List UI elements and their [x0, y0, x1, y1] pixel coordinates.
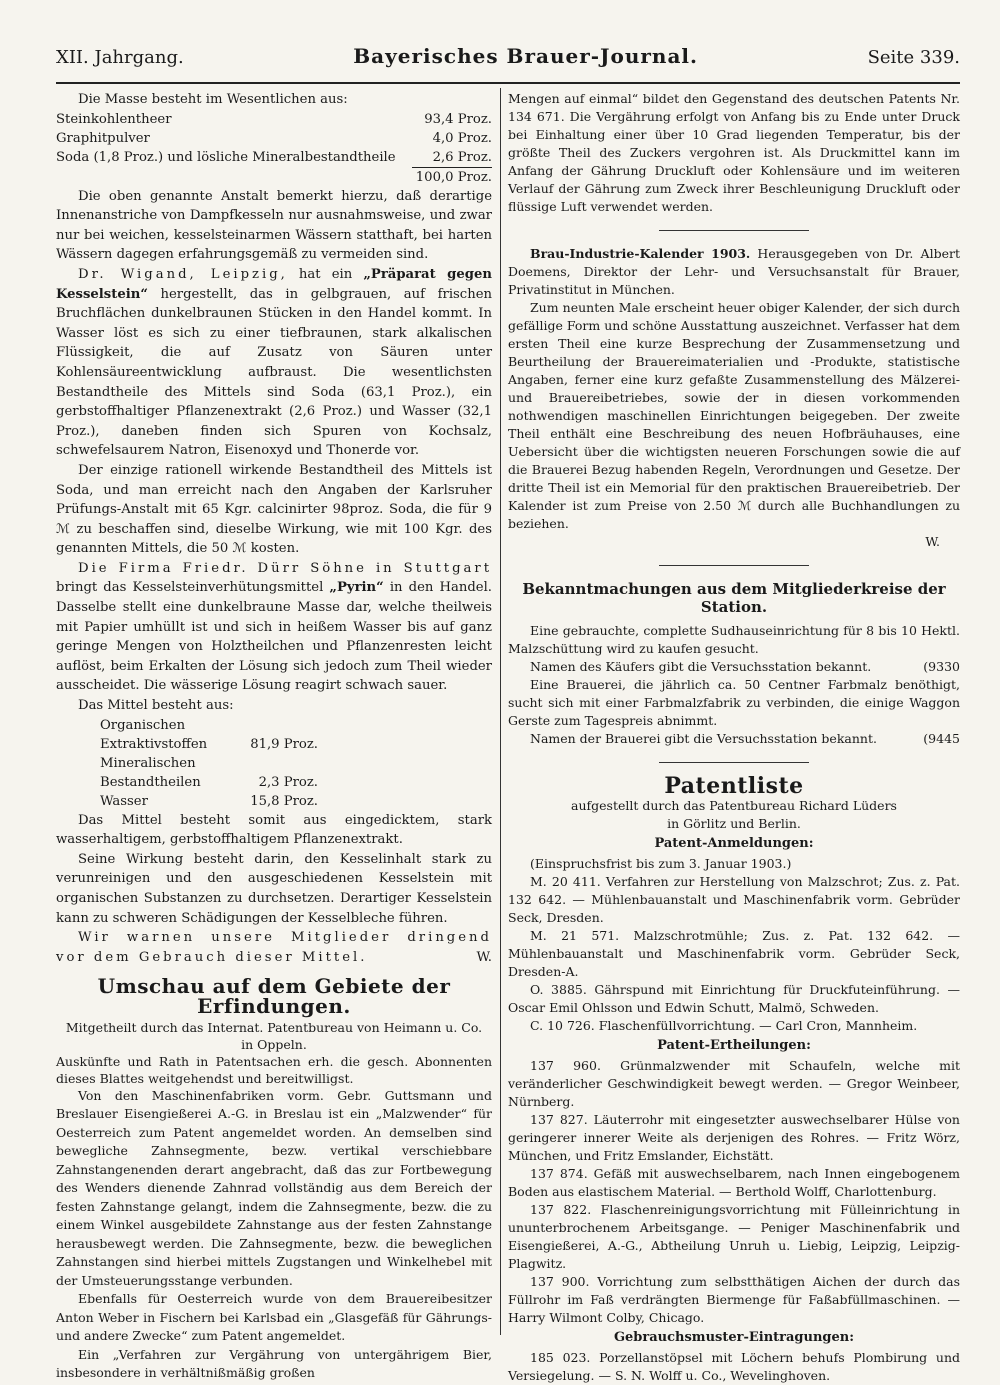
masse-intro: Die Masse besteht im Wesentlichen aus:: [78, 92, 348, 107]
subsection-title: Patent-Ertheilungen:: [657, 1038, 811, 1053]
header-rule: [56, 82, 960, 84]
cell-name: Soda (1,8 Proz.) und lösliche Mineralbestandtheile: [56, 150, 396, 166]
mittel-intro: Das Mittel besteht aus:: [78, 698, 234, 714]
cell-value: 15,8 Proz.: [250, 793, 318, 809]
text-run: bringt das Kesselsteinverhütungsmittel: [56, 580, 330, 596]
separator: [659, 762, 809, 763]
page-header: [56, 44, 960, 72]
reference-number: (9330: [923, 659, 960, 674]
masse-table: [56, 110, 492, 187]
patent-list-title: Patentliste: [664, 773, 804, 799]
table-row: [56, 148, 492, 168]
journal-title: Bayerisches Brauer-Journal.: [353, 44, 698, 68]
subsection-title: Patent-Anmeldungen:: [654, 836, 814, 851]
paragraph: [508, 730, 960, 748]
note: (Einspruchsfrist bis zum 3. Januar 1903.): [530, 856, 792, 871]
list-item: 137 960. Grünmalzwender mit Schaufeln, welche mit veränderlicher Geschwindigkeit bewegt werden. — Gregor Weinbeer, Nürnberg.: [508, 1058, 960, 1109]
section-title: Umschau auf dem Gebiete der Erfindungen.: [97, 974, 451, 1018]
reference-number: (9445: [923, 731, 960, 746]
cell-value: 2,6 Proz.: [412, 148, 492, 168]
table-row: [56, 110, 492, 129]
text-run: Namen des Käufers gibt die Versuchsstation bekannt.: [530, 659, 872, 674]
list-item: 137 827. Läuterrohr mit eingesetzter auswechselbarer Hülse von geringerer innerer Weite als derjenigen des Rohres. — Fritz Wörz, München, und Fritz Emslander, Eichstätt.: [508, 1112, 960, 1163]
paragraph: Das Mittel besteht somit aus eingedicktem, stark wasserhaltigem, gerbstoffhaltigem Pflanzenextrakt.: [56, 812, 492, 848]
right-column: [508, 90, 960, 1385]
paragraph: Der einzige rationell wirkende Bestandtheil des Mittels ist Soda, und man erreicht nach den Angaben der Karlsruher Prüfungs-Anstalt mit 65 Kgr. calcinirter 98proz. Soda, die für 9 ℳ zu beschaffen sind, dieselbe Wirkung, wie mit 100 Kgr. des genannten Mittels, die 50 ℳ kosten.: [56, 462, 492, 557]
firm-name: Die Firma Friedr. Dürr Söhne in Stuttgart: [78, 560, 492, 576]
table-row: [100, 754, 318, 792]
paragraph: [508, 658, 960, 676]
section-subtitle: Mitgetheilt durch das Internat. Patentbureau von Heimann u. Co.: [65, 1019, 483, 1035]
list-item: 137 900. Vorrichtung zum selbstthätigen Aichen der durch das Füllrohr im Faß verdrängten Biermenge für Faßabfüllmaschinen. — Harry Wilmont Colby, Chicago.: [508, 1274, 960, 1325]
paragraph: Die oben genannte Anstalt bemerkt hierzu, daß derartige Innenanstriche von Dampfkesseln nur ausnahmsweise, und zwar nur bei weichen, kesselsteinarmen Wässern statthaft, bei harten Wässern dagegen erfahrungsgemäß zu vermeiden sind.: [56, 188, 492, 263]
signature: W.: [476, 949, 492, 965]
list-item: 137 874. Gefäß mit auswechselbarem, nach Innen eingebogenem Boden aus elastischem Material. — Berthold Wolff, Charlottenburg.: [508, 1166, 960, 1199]
text-run: in den Handel. Dasselbe stellt eine dunkelbraune Masse dar, welche theilweis mit Papier umhüllt ist und sich in heißem Wasser bis auf ganz geringe Mengen von Holztheilchen und Pflanzenresten leicht auflöst, beim Erkalten der Lösung sich jedoch zum Theil wieder ausscheidet. Die wässerige Lösung reagirt schwach sauer.: [56, 580, 492, 694]
section-subtitle: in Oppeln.: [241, 1036, 307, 1052]
paragraph: [56, 559, 492, 696]
list-item: 137 822. Flaschenreinigungsvorrichtung mit Fülleinrichtung in ununterbrochenem Arbeitsgange. — Peniger Maschinenfabrik und Eisengießerei, A.-G., Abtheilung Unruh u. Liebig, Leipzig, Leipzig-Plagwitz.: [508, 1202, 960, 1271]
paragraph: Von den Maschinenfabriken vorm. Gebr. Guttsmann und Breslauer Eisengießerei A.-G. in Breslau ist ein „Malzwender“ für Oesterreich zum Patent angemeldet worden. An demselben sind bewegliche Zahnsegmente, bezw. vertikal verschiebbare Zahnstangenenden derart angebracht, daß das zur Fortbewegung des Wenders dienende Zahnrad vollständig aus dem Bereich der festen Zahnstange gelangt, indem die Zahnsegmente, bezw. die zu einem Winkel ausgebildete Zahnstange aus der festen Zahnstange herausbewegt werden. Die Zahnsegmente, bezw. die beweglichen Zahnstangen sind hierbei mittels Zugstangen und Winkelhebel mit der Umsteuerungsstange verbunden.: [56, 1087, 492, 1288]
text-run: Namen der Brauerei gibt die Versuchsstation bekannt.: [530, 731, 877, 746]
list-item: O. 3885. Gährspund mit Einrichtung für Druckfuteinführung. — Oscar Emil Ohlsson und Edwin Schutt, Malmö, Schweden.: [508, 982, 960, 1015]
section-subtitle: aufgestellt durch das Patentbureau Richard Lüders: [571, 798, 897, 813]
section-subtitle: in Görlitz und Berlin.: [667, 816, 801, 831]
list-item: M. 21 571. Malzschrotmühle; Zus. z. Pat. 132 642. — Mühlenbauanstalt und Maschinenfabrik vorm. Gebrüder Seck, Dresden-A.: [508, 928, 960, 979]
list-item: M. 20 411. Verfahren zur Herstellung von Malzschrot; Zus. z. Pat. 132 642. — Mühlenbauanstalt und Maschinenfabrik vorm. Gebrüder Seck, Dresden.: [508, 874, 960, 925]
calendar-publisher: Herausgegeben von Dr. Albert Doemens, Direktor der Lehr- und Versuchsanstalt für Brauer, Privatinstitut in München.: [508, 246, 960, 297]
product-name: „Präparat gegen Kesselstein“: [56, 266, 492, 302]
text-run: hergestellt, das in gelbgrauen, auf frischen Bruchflächen dunkelbraunen Stücken in den Handel kommt. In Wasser löst es sich zu einer tiefbraunen, stark alkalischen Flüssigkeit, die auf Zusatz von Säuren unter Kohlensäureentwicklung aufbraust. Die wesentlichsten Bestandtheile des Mittels sind Soda (63,1 Proz.), ein gerbstoffhaltiger Pflanzenextrakt (2,6 Proz.) und Wasser (32,1 Proz.), daneben finden sich Spuren von Kochsalz, schwefelsaurem Natron, Eisenoxyd und Thonerde vor.: [56, 286, 492, 459]
table-row: [100, 716, 318, 754]
cell-value: 81,9 Proz.: [250, 736, 318, 752]
paragraph: Eine Brauerei, die jährlich ca. 50 Centner Farbmalz benöthigt, sucht sich mit einer Farbmalzfabrik zu verbinden, die einige Waggon Gerste zum Tagespreis abnimmt.: [508, 677, 960, 728]
section-note: Auskünfte und Rath in Patentsachen erh. die gesch. Abonnenten dieses Blattes weitgehendst und bereitwilligst.: [56, 1053, 492, 1086]
cell-name: Graphitpulver: [56, 130, 150, 146]
warning-text: Wir warnen unsere Mitglieder dringend vor dem Gebrauch dieser Mittel.: [56, 930, 492, 965]
paragraph: Mengen auf einmal“ bildet den Gegenstand des deutschen Patents Nr. 134 671. Die Vergährung erfolgt von Anfang bis zu Ende unter Druck bei Einhaltung einer über 10 Grad liegenden Temperatur, bis der größte Theil des Zuckers vergohren ist. Als Druckmittel kann im Anfang der Gährung Druckluft oder Kohlensäure und im weiteren Verlauf der Gährung zum Zweck ihrer Beschleunigung Druckluft oder flüssige Luft verwendet werden.: [508, 91, 960, 214]
table-total-row: [56, 167, 492, 187]
firm-name: Dr. Wigand, Leipzig,: [78, 266, 288, 282]
page-number: Seite 339.: [867, 47, 960, 68]
table-row: [100, 792, 318, 811]
cell-name: Steinkohlentheer: [56, 111, 172, 127]
section-title: Bekanntmachungen aus dem Mitgliederkreise der Station.: [522, 580, 946, 616]
paragraph: Seine Wirkung besteht darin, den Kesselinhalt stark zu verunreinigen und den ausgeschiedenen Kesselstein mit organischen Substanzen zu durchsetzen. Derartiger Kesselstein kann zu schweren Schädigungen der Kesselbleche führen.: [56, 851, 492, 926]
subsection-title: Gebrauchsmuster-Eintragungen:: [613, 1330, 855, 1345]
volume-label: XII. Jahrgang.: [56, 47, 184, 68]
calendar-heading: [508, 245, 960, 299]
product-name: „Pyrin“: [329, 580, 384, 596]
left-column: [56, 90, 492, 1383]
signature: W.: [925, 534, 940, 549]
cell-name: Organischen Extraktivstoffen: [100, 717, 208, 752]
paragraph: Ein „Verfahren zur Vergährung von untergährigem Bier, insbesondere in verhältnißmäßig großen: [56, 1346, 492, 1381]
mittel-table: [100, 716, 318, 811]
paragraph: [56, 265, 492, 461]
separator: [659, 565, 809, 566]
column-divider: [500, 88, 501, 1335]
cell-total: 100,0 Proz.: [415, 169, 492, 185]
cell-value: 93,4 Proz.: [424, 111, 492, 127]
calendar-title: Brau-Industrie-Kalender 1903.: [530, 246, 751, 261]
cell-value: 2,3 Proz.: [258, 774, 318, 790]
text-run: hat ein: [287, 266, 364, 282]
paragraph: Zum neunten Male erscheint heuer obiger Kalender, der sich durch gefällige Form und schöne Ausstattung auszeichnet. Verfasser hat dem ersten Theil eine kurze Besprechung der Zusammensetzung und Beurtheilung der Brauereimaterialien und -Produkte, statistische Angaben, ferner eine kurz gefaßte Zusammenstellung des Mälzerei- und Brauereibetriebes, sowie der in diesen vorkommenden nothwendigen maschinellen Einrichtungen beigegeben. Der zweite Theil enthält eine Beschreibung des neuen Hofbräuhauses, eine Uebersicht über die wichtigsten neueren Forschungen sowie die auf die Brauerei Bezug habenden Regeln, Verordnungen und Gesetze. Der dritte Theil ist ein Memorial für den praktischen Brauereibetrieb. Der Kalender ist zum Preise von 2.50 ℳ durch alle Buchhandlungen zu beziehen.: [508, 300, 960, 531]
cell-name: Mineralischen Bestandtheilen: [100, 755, 201, 790]
cell-value: 4,0 Proz.: [432, 130, 492, 146]
list-item: 185 023. Porzellanstöpsel mit Löchern behufs Plombirung und Versiegelung. — S. N. Wolff u. Co., Wevelinghoven.: [508, 1350, 960, 1383]
warning-paragraph: [56, 928, 492, 967]
list-item: C. 10 726. Flaschenfüllvorrichtung. — Carl Cron, Mannheim.: [530, 1018, 918, 1033]
paragraph: Ebenfalls für Oesterreich wurde von dem Brauereibesitzer Anton Weber in Fischern bei Karlsbad ein „Glasgefäß für Gährungs- und andere Zwecke“ zum Patent angemeldet.: [56, 1291, 492, 1344]
cell-name: Wasser: [100, 793, 148, 809]
paragraph: Eine gebrauchte, complette Sudhauseinrichtung für 8 bis 10 Hektl. Malzschüttung wird zu kaufen gesucht.: [508, 623, 960, 656]
separator: [659, 230, 809, 231]
table-row: [56, 129, 492, 148]
